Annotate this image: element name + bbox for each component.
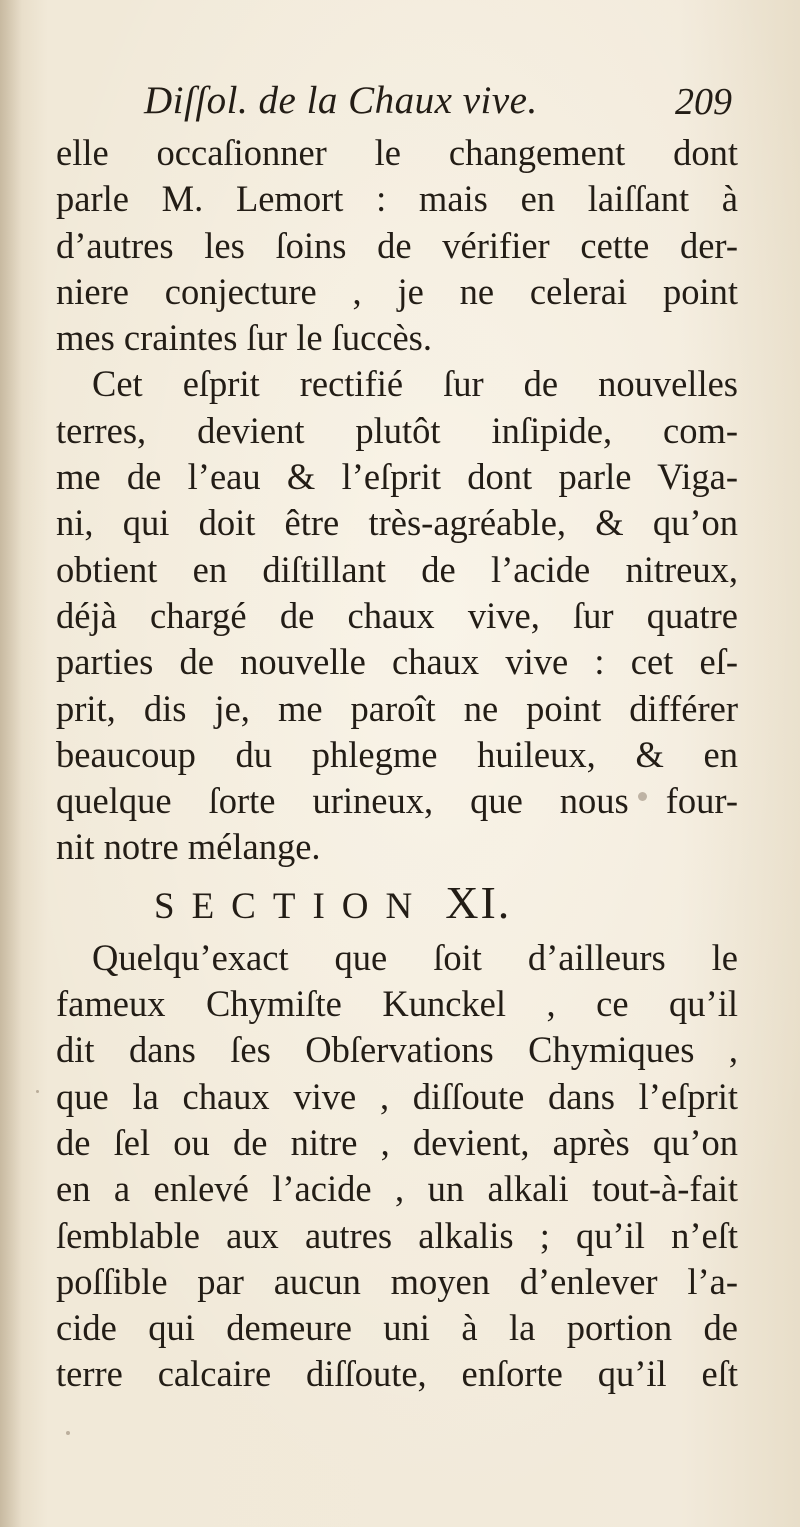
text-line: parties de nouvelle chaux vive : cet eſ- [56,641,738,683]
text-line: me de l’eau & l’eſprit dont parle Viga- [56,456,738,498]
text-line: dit dans ſes Obſervations Chymiques , [56,1029,738,1071]
section-heading-word: SECTION [154,885,430,927]
text-line: mes craintes ſur le ſuccès. [56,317,432,359]
text-line: niere conjecture , je ne celerai point [56,270,738,312]
text-line: d’autres les ſoins de vérifier cette der- [56,224,738,266]
paragraph-2 [56,361,738,870]
text-line: prit, dis je, me paroît ne point différer [56,687,738,729]
text-line: fameux Chymiſte Kunckel , ce qu’il [56,983,738,1025]
text-line: beaucoup du phlegme huileux, & en [56,733,738,775]
text-line: que la chaux vive , diſſoute dans l’eſprit [56,1075,738,1117]
running-head [56,78,732,132]
paper-speck [66,1431,70,1435]
section-heading [56,871,738,935]
text-line: terre calcaire diſſoute, enſorte qu’il eſt [56,1353,738,1395]
section-heading-numeral: XI. [445,876,512,928]
text-line: en a enlevé l’acide , un alkali tout-à-fait [56,1168,738,1210]
text-line: Quelqu’exact que ſoit d’ailleurs le [92,936,738,978]
paragraph-3 [56,935,738,1398]
paper-speck [638,792,647,801]
text-line: déjà chargé de chaux vive, ſur quatre [56,594,738,636]
page-number: 209 [675,81,732,123]
gutter-shadow [0,0,22,1527]
text-line: quelque ſorte urineux, que nous four- [56,780,738,822]
paper-speck [36,1090,39,1093]
text-line: poſſible par aucun moyen d’enlever l’a- [56,1260,738,1302]
body-text [56,130,738,1398]
text-line: elle occaſionner le changement dont [56,132,738,173]
text-line: terres, devient plutôt inſipide, com- [56,409,738,451]
running-title: Diſſol. de la Chaux vive. [144,79,538,122]
text-line: ſemblable aux autres alkalis ; qu’il n’eſt [56,1214,738,1256]
text-line: obtient en diſtillant de l’acide nitreux, [56,548,738,590]
text-line: Cet eſprit rectifié ſur de nouvelles [92,363,738,405]
text-line: cide qui demeure uni à la portion de [56,1307,738,1349]
text-line: de ſel ou de nitre , devient, après qu’on [56,1121,738,1163]
text-line: ni, qui doit être très-agréable, & qu’on [56,502,738,544]
text-line: parle M. Lemort : mais en laiſſant à [56,178,738,220]
paragraph-1 [56,130,738,361]
text-line: nit notre mélange. [56,826,321,868]
